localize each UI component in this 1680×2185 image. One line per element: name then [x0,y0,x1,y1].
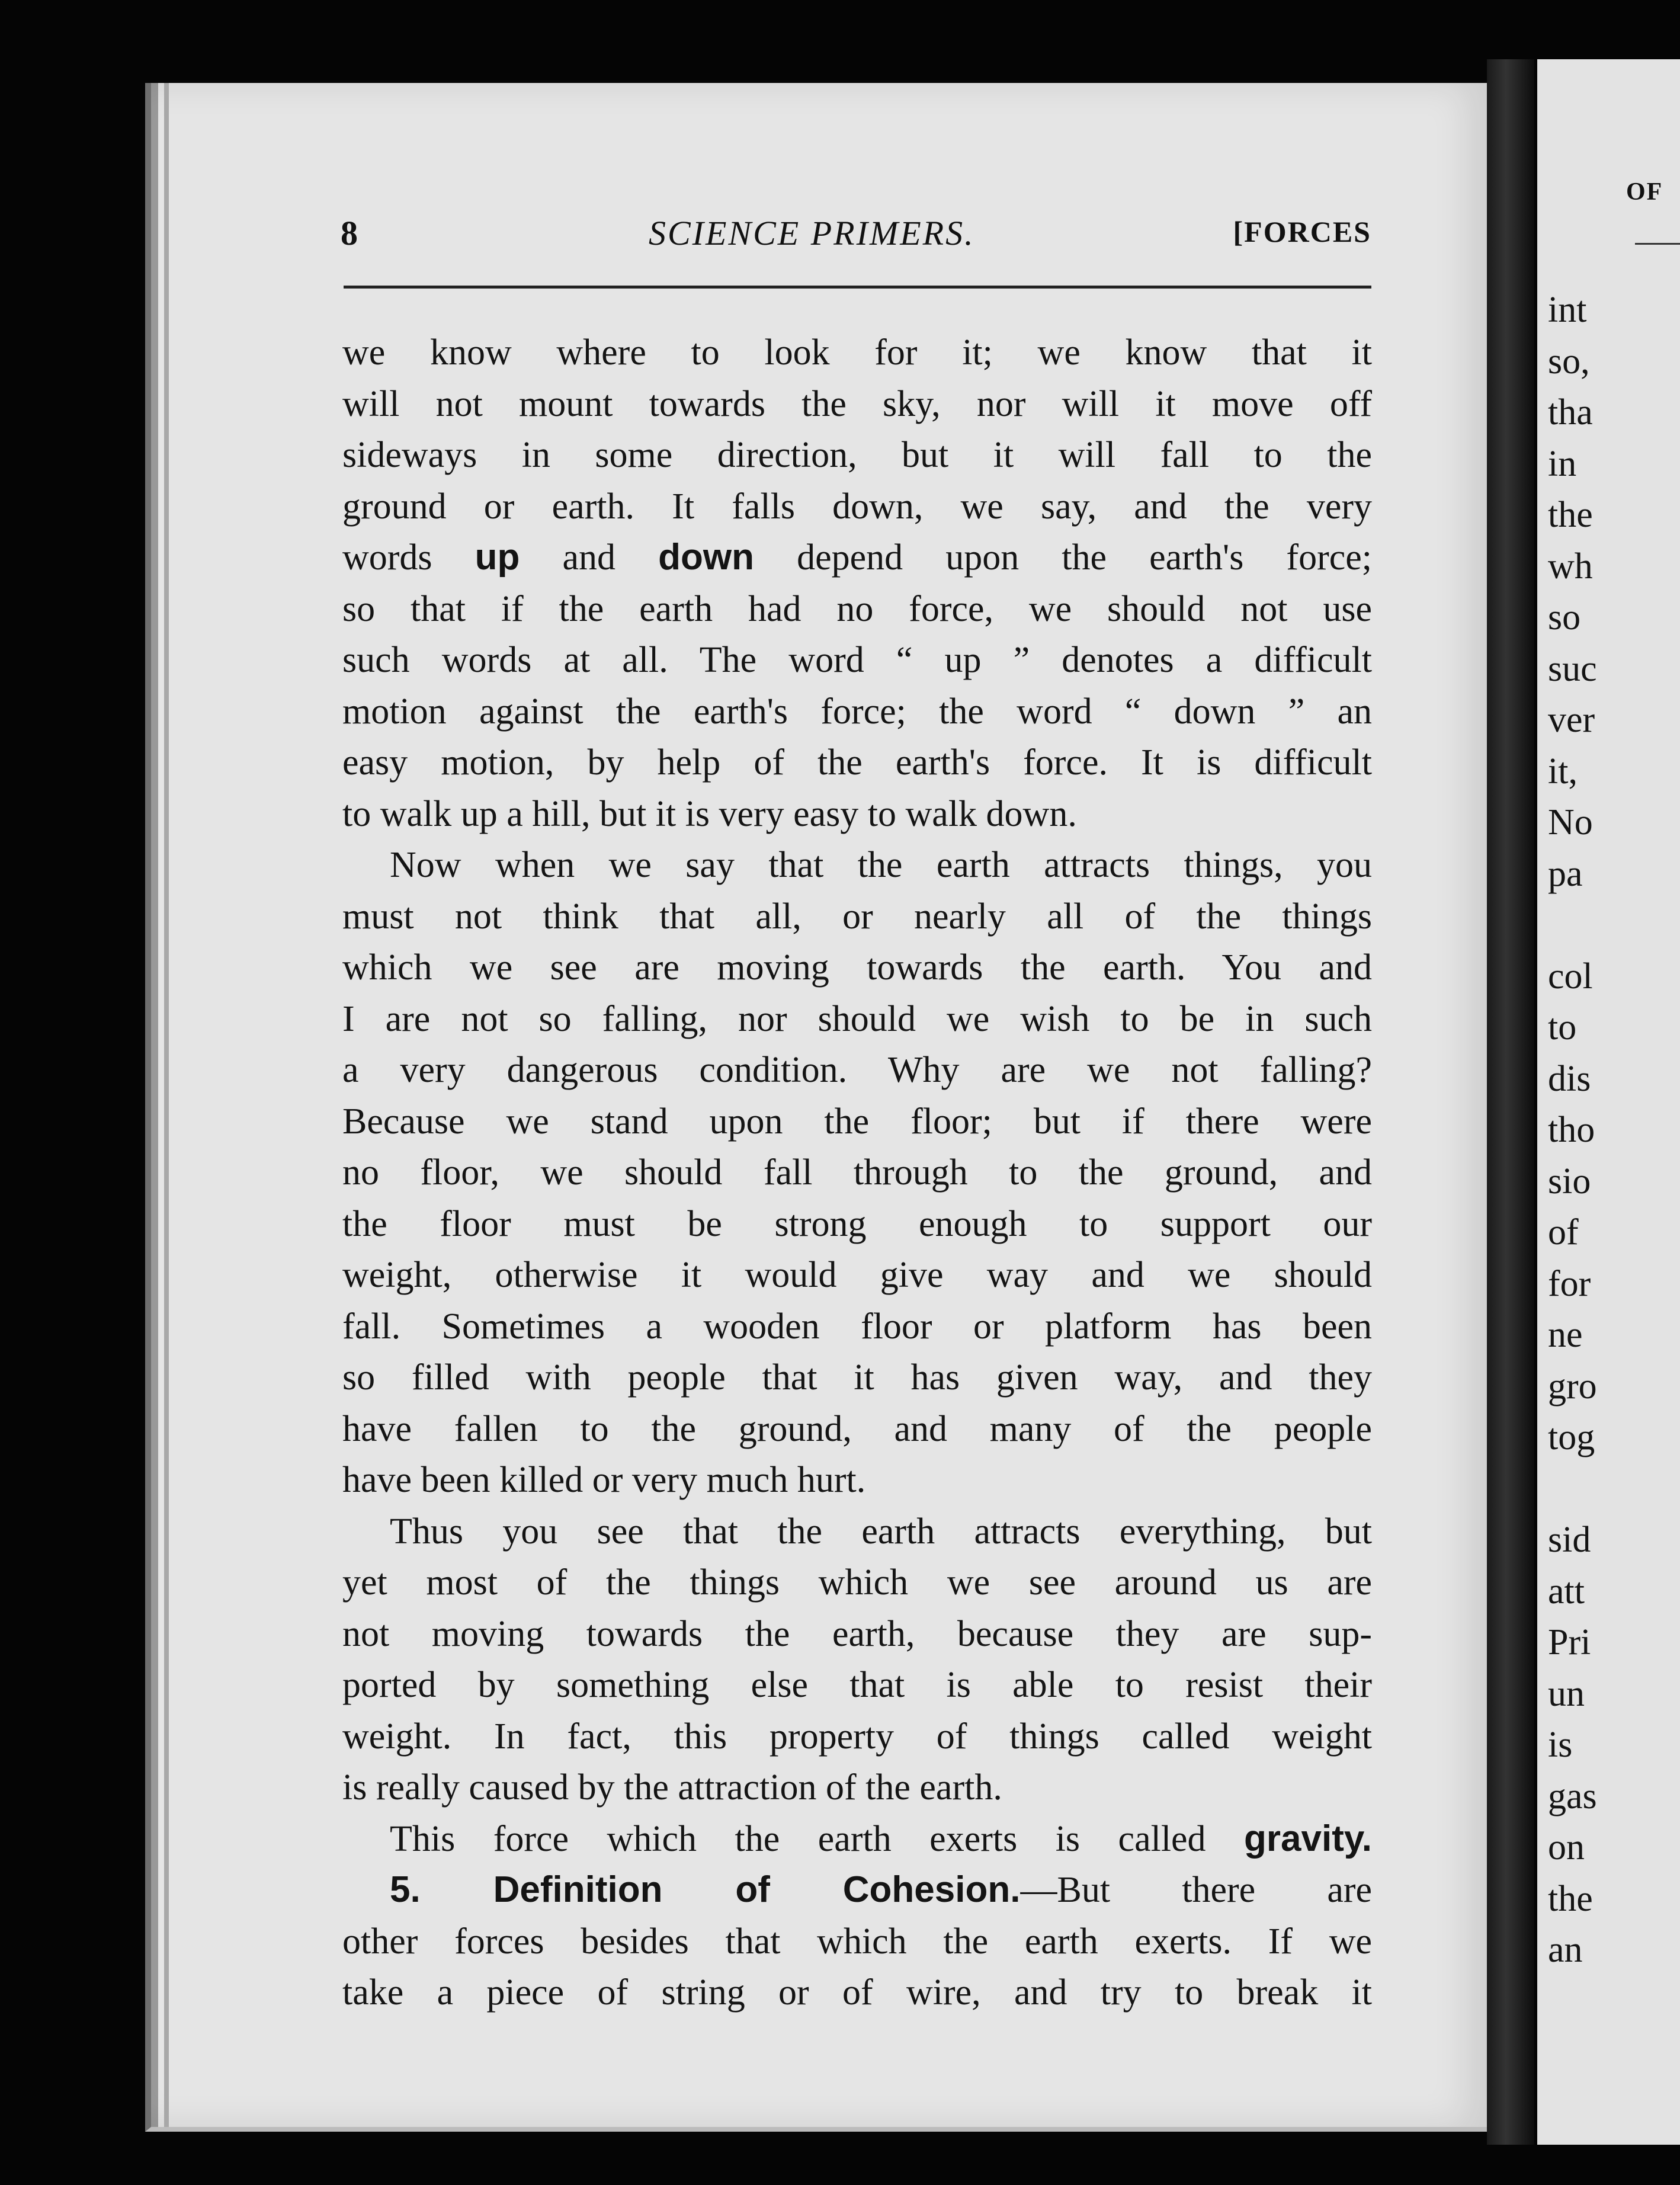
text-run: a very dangerous condition. Why are we not falling? [342,1050,1372,1090]
right-page-header-fragment: OF [1626,178,1663,206]
body-text [342,327,1372,2019]
text-line [342,1301,1372,1353]
text-run: Because we stand upon the floor; but if there were [342,1101,1372,1142]
text-run: and [520,537,659,578]
fragment-line: so [1548,597,1581,637]
right-page-text-fragment [1548,284,1680,1976]
text-run: This force which the earth exerts is called [390,1818,1245,1859]
text-run: we know where to look for it; we know that it [342,332,1372,373]
text-line [342,789,1372,840]
fragment-line: for [1548,1263,1591,1304]
text-line [342,327,1372,379]
fragment-line [1548,1463,1680,1515]
text-line [342,1045,1372,1096]
text-run: fall. Sometimes a wooden floor or platform has been [342,1306,1372,1347]
bold-term: up [474,537,520,578]
fragment-line: gas [1548,1776,1597,1816]
text-run: not moving towards the earth, because they are sup- [342,1613,1372,1654]
fragment-line: gro [1548,1366,1597,1407]
text-run: —But there are [1020,1870,1373,1910]
fragment-line: suc [1548,648,1597,689]
text-run: so filled with people that it has given way, and they [342,1357,1372,1398]
fragment-line: dis [1548,1058,1591,1099]
fragment-line: the [1548,495,1593,535]
text-run: so that if the earth had no force, we should not use [342,588,1372,629]
text-line [342,1711,1372,1763]
text-run: the floor must be strong enough to support our [342,1203,1372,1244]
fragment-line: ne [1548,1315,1583,1355]
text-line [342,1814,1372,1865]
text-run: Thus you see that the earth attracts everything, but [390,1511,1372,1552]
text-run: easy motion, by help of the earth's force. It is difficult [342,742,1372,783]
text-run: is really caused by the attraction of the earth. [342,1767,1002,1808]
book-spine [1487,59,1534,2145]
bold-term: down [658,537,754,578]
text-run: I are not so falling, nor should we wish to be in such [342,998,1372,1039]
fragment-line: an [1548,1930,1583,1970]
fragment-line: is [1548,1725,1573,1765]
text-line [342,1096,1372,1148]
text-run: ported by something else that is able to resist their [342,1665,1372,1705]
fragment-line: so, [1548,341,1590,382]
page-header [341,213,1371,261]
text-line [342,686,1372,738]
text-line [342,1609,1372,1660]
text-line [342,840,1372,891]
text-run: take a piece of string or of wire, and try to break it [342,1972,1372,2013]
fragment-line: sio [1548,1161,1591,1202]
fragment-line: wh [1548,546,1593,587]
text-line [342,1762,1372,1814]
header-rule [344,286,1371,289]
bold-term: gravity. [1244,1818,1372,1859]
text-line [342,430,1372,481]
fragment-line: on [1548,1827,1585,1867]
text-run: no floor, we should fall through to the ground, and [342,1152,1372,1193]
text-run: weight. In fact, this property of things called weight [342,1716,1372,1757]
fragment-line: ver [1548,700,1595,740]
text-line [342,635,1372,686]
right-book-page [1537,59,1680,2145]
text-line [342,1404,1372,1455]
text-run: depend upon the earth's force; [754,537,1372,578]
text-line [342,1659,1372,1711]
text-line [342,942,1372,994]
right-page-header-rule [1635,243,1680,245]
fragment-line: tog [1548,1417,1595,1457]
fragment-line: col [1548,956,1593,997]
text-run: motion against the earth's force; the word “ down ” an [342,691,1372,732]
text-run: have been killed or very much hurt. [342,1460,866,1500]
text-line [342,891,1372,943]
text-line [342,1147,1372,1199]
fragment-line: Pri [1548,1622,1591,1662]
fragment-line: pa [1548,853,1583,894]
text-line [342,379,1372,430]
fragment-line: int [1548,290,1587,330]
section-tag: [FORCES [1233,215,1371,248]
text-run: Now when we say that the earth attracts things, you [390,845,1372,885]
text-line [342,1454,1372,1506]
text-run: have fallen to the ground, and many of the people [342,1408,1372,1449]
text-run: words [342,537,475,578]
fragment-line: un [1548,1673,1585,1714]
text-line [342,532,1372,584]
fragment-line: att [1548,1571,1585,1611]
fragment-line: tha [1548,392,1593,432]
fragment-line: tho [1548,1110,1595,1150]
text-line [342,737,1372,789]
text-line [342,584,1372,635]
text-line [342,1557,1372,1609]
text-line [342,1352,1372,1404]
text-run: to walk up a hill, but it is very easy to walk down. [342,793,1077,834]
text-line [342,1199,1372,1250]
text-line [342,1506,1372,1558]
bold-term: 5. Definition of Cohesion. [390,1869,1021,1910]
running-title: SCIENCE PRIMERS. [649,214,975,252]
text-line [342,1250,1372,1301]
fragment-line: sid [1548,1520,1591,1560]
text-line [342,1916,1372,1968]
fragment-line [1548,899,1680,951]
text-run: weight, otherwise it would give way and we should [342,1255,1372,1295]
text-line [342,994,1372,1045]
fragment-line: to [1548,1007,1577,1047]
fragment-line: in [1548,443,1577,484]
fragment-line: No [1548,802,1593,842]
fragment-line: it, [1548,751,1578,792]
fragment-line: the [1548,1878,1593,1919]
page-number: 8 [341,214,358,252]
text-run: which we see are moving towards the earth. You and [342,947,1372,988]
text-line [342,1967,1372,2019]
text-line [342,481,1372,533]
text-run: yet most of the things which we see around us are [342,1562,1372,1603]
fragment-line: of [1548,1212,1579,1252]
text-run: will not mount towards the sky, nor will it move off [342,383,1372,424]
text-run: such words at all. The word “ up ” denotes a difficult [342,640,1372,680]
text-run: must not think that all, or nearly all of the things [342,896,1372,937]
text-line [342,1864,1372,1916]
text-run: ground or earth. It falls down, we say, and the very [342,486,1372,527]
text-run: other forces besides that which the earth exerts. If we [342,1921,1372,1962]
text-run: sideways in some direction, but it will fall to the [342,435,1372,475]
